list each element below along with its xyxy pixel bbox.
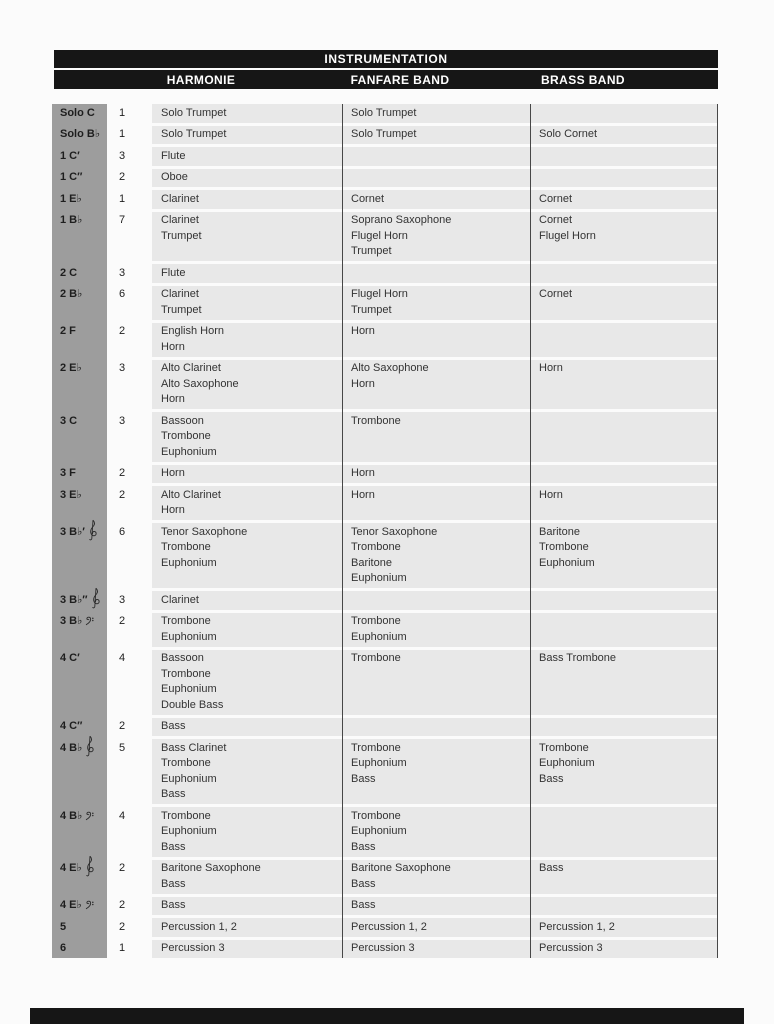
instrument-name: Solo Trumpet [351, 128, 417, 140]
table-row [52, 650, 718, 715]
instrument-name: Bass Trombone [539, 652, 617, 664]
instrument-name: Euphonium [161, 772, 217, 785]
table-row [52, 104, 718, 123]
fanfare-cell [342, 940, 530, 959]
brass-cell [530, 323, 718, 357]
bass-clef-icon [85, 615, 95, 626]
part-label-text: 3 F [60, 467, 76, 479]
part-count: 4 [119, 652, 126, 664]
instrument-name: Double Bass [161, 698, 224, 711]
instrument-name: Trombone [351, 652, 401, 664]
harmonie-cell [152, 613, 342, 647]
instrument-name: Euphonium [351, 825, 407, 837]
instrument-name: Bass [539, 772, 564, 785]
part-count: 2 [119, 899, 126, 911]
fanfare-cell [342, 650, 530, 715]
instrument-name: Trombone [161, 541, 211, 553]
instrument-name: Solo Cornet [539, 128, 598, 140]
part-count: 2 [119, 467, 126, 479]
instrument-name: Clarinet [161, 288, 199, 300]
instrument-name: Cornet [351, 192, 385, 205]
instrument-name: Percussion 1, 2 [539, 920, 615, 933]
column-header-brass-band: BRASS BAND [540, 72, 626, 87]
brass-cell [530, 104, 718, 123]
instrument-name: Oboe [161, 171, 188, 183]
table-row [52, 739, 718, 804]
brass-cell [530, 650, 718, 715]
instrument-name: Clarinet [161, 593, 199, 606]
harmonie-cell [152, 486, 342, 520]
brass-cell [530, 465, 718, 484]
fanfare-cell [342, 486, 530, 520]
part-label [52, 286, 107, 320]
part-label-text: 2 F [60, 325, 76, 337]
part-label [52, 323, 107, 357]
instrument-name: Flugel Horn [539, 229, 596, 242]
instrument-name: Horn [539, 362, 563, 374]
instrument-name: Cornet [539, 288, 573, 300]
instrument-name: Euphonium [161, 630, 217, 643]
part-count: 3 [119, 266, 126, 279]
part-label [52, 860, 107, 894]
part-label [52, 739, 107, 804]
part-count: 1 [119, 192, 126, 205]
harmonie-cell [152, 126, 342, 145]
harmonie-cell [152, 323, 342, 357]
part-label-text: 2 B♭ [60, 288, 83, 300]
instrument-name: Bass [161, 877, 186, 890]
bass-clef-icon [85, 899, 95, 910]
part-label-text: 2 E♭ [60, 362, 82, 374]
instrument-name: Percussion 1, 2 [351, 920, 427, 933]
instrument-name: Trumpet [161, 303, 202, 316]
instrument-name: Bass [539, 862, 564, 874]
instrument-name: Clarinet [161, 192, 199, 205]
fanfare-cell [342, 718, 530, 737]
table-row [52, 613, 718, 647]
instrument-name: Bass [351, 772, 376, 785]
brass-cell [530, 147, 718, 166]
part-label [52, 412, 107, 462]
part-label-text: 3 B♭′ [60, 525, 85, 538]
harmonie-cell [152, 264, 342, 283]
table-row [52, 360, 718, 410]
instrument-name: Clarinet [161, 214, 199, 226]
table-row [52, 264, 718, 283]
instrument-name: Solo Trumpet [161, 106, 227, 119]
instrument-name: Baritone Saxophone [351, 862, 451, 874]
table-row [52, 190, 718, 209]
brass-cell [530, 126, 718, 145]
column-header-bar [54, 70, 718, 89]
part-label-text: 2 C [60, 266, 78, 279]
part-count: 2 [119, 920, 126, 933]
instrument-name: Euphonium [161, 556, 217, 569]
part-label [52, 486, 107, 520]
instrument-name: Euphonium [539, 556, 595, 569]
part-label [52, 591, 107, 610]
fanfare-cell [342, 412, 530, 462]
instrument-name: Bass [351, 840, 376, 853]
part-count: 6 [119, 525, 126, 538]
table-row [52, 718, 718, 737]
fanfare-cell [342, 126, 530, 145]
instrument-name: Cornet [539, 192, 573, 205]
part-count: 1 [119, 942, 126, 954]
part-label [52, 650, 107, 715]
footer-bar [30, 1008, 744, 1024]
part-label [52, 190, 107, 209]
part-label [52, 104, 107, 123]
brass-cell [530, 486, 718, 520]
fanfare-cell [342, 897, 530, 916]
instrument-name: Horn [351, 488, 375, 501]
part-count: 3 [119, 414, 126, 427]
part-label [52, 718, 107, 737]
instrument-name: Flugel Horn [351, 288, 408, 300]
fanfare-cell [342, 169, 530, 188]
instrument-name: Euphonium [539, 757, 595, 769]
part-count: 3 [119, 149, 126, 162]
fanfare-cell [342, 591, 530, 610]
instrument-name: Horn [351, 325, 375, 337]
table-row [52, 465, 718, 484]
harmonie-cell [152, 591, 342, 610]
fanfare-cell [342, 465, 530, 484]
table-row [52, 807, 718, 857]
brass-cell [530, 523, 718, 588]
instrument-name: Trombone [161, 757, 211, 769]
harmonie-cell [152, 465, 342, 484]
part-count: 7 [119, 214, 126, 226]
instrument-name: Trumpet [351, 303, 392, 316]
instrument-name: Euphonium [351, 572, 407, 584]
harmonie-cell [152, 190, 342, 209]
part-label-text: 4 B♭ [60, 741, 83, 754]
harmonie-cell [152, 897, 342, 916]
fanfare-cell [342, 739, 530, 804]
brass-cell [530, 718, 718, 737]
harmonie-cell [152, 412, 342, 462]
instrument-name: Trumpet [351, 245, 392, 257]
instrument-name: Solo Trumpet [351, 106, 417, 119]
instrument-name: Horn [539, 488, 563, 501]
table-rows [52, 104, 718, 958]
part-label-text: 1 C′ [60, 149, 80, 162]
instrument-name: Flugel Horn [351, 229, 408, 242]
column-header-fanfare-band: FANFARE BAND [350, 72, 450, 87]
fanfare-cell [342, 190, 530, 209]
instrument-name: Solo Trumpet [161, 128, 227, 140]
treble-clef-icon [85, 742, 95, 753]
fanfare-cell [342, 147, 530, 166]
instrument-name: Horn [161, 467, 185, 479]
instrument-name: Trombone [161, 430, 211, 442]
instrument-name: Bass [161, 899, 186, 911]
instrument-name: Trombone [539, 741, 589, 754]
harmonie-cell [152, 650, 342, 715]
instrument-name: Trombone [161, 667, 211, 680]
instrument-name: Tenor Saxophone [161, 525, 248, 538]
instrument-name: Bass [351, 877, 376, 890]
part-label [52, 264, 107, 283]
part-count: 6 [119, 288, 126, 300]
fanfare-cell [342, 860, 530, 894]
part-count: 2 [119, 171, 126, 183]
instrument-name: Percussion 3 [351, 942, 415, 954]
part-label [52, 807, 107, 857]
instrument-name: Bassoon [161, 652, 204, 664]
instrument-name: Soprano Saxophone [351, 214, 452, 226]
instrument-name: Bass [351, 899, 376, 911]
harmonie-cell [152, 940, 342, 959]
instrument-name: Euphonium [351, 630, 407, 643]
part-count: 1 [119, 128, 126, 140]
table-row [52, 523, 718, 588]
instrument-name: Horn [161, 393, 185, 405]
table-right-border [717, 104, 718, 958]
part-count: 3 [119, 362, 126, 374]
instrument-name: Cornet [539, 214, 573, 226]
instrument-name: Horn [351, 467, 375, 479]
brass-cell [530, 360, 718, 410]
part-count: 1 [119, 106, 126, 119]
part-count: 2 [119, 720, 126, 732]
part-label-text: 3 E♭ [60, 488, 82, 501]
part-count: 4 [119, 809, 126, 822]
instrument-name: Trumpet [161, 229, 202, 242]
instrumentation-table [52, 104, 718, 958]
brass-cell [530, 613, 718, 647]
part-label-text: 3 B♭″ [60, 593, 88, 606]
part-count: 3 [119, 593, 126, 606]
brass-cell [530, 897, 718, 916]
part-count: 2 [119, 862, 126, 874]
part-count: 2 [119, 615, 126, 627]
instrument-name: Trombone [351, 809, 401, 822]
table-row [52, 212, 718, 262]
part-label [52, 212, 107, 262]
harmonie-cell [152, 523, 342, 588]
fanfare-cell [342, 918, 530, 937]
instrument-name: Horn [161, 504, 185, 516]
part-label [52, 465, 107, 484]
brass-cell [530, 860, 718, 894]
instrument-name: Baritone Saxophone [161, 862, 261, 874]
part-label-text: 4 E♭ [60, 862, 82, 874]
instrument-name: Trombone [351, 541, 401, 553]
instrument-name: Euphonium [161, 445, 217, 458]
instrument-name: Trombone [161, 615, 211, 627]
treble-clef-icon [88, 526, 98, 537]
part-label-text: 6 [60, 942, 67, 954]
part-label [52, 147, 107, 166]
title-bar [54, 50, 718, 68]
part-count: 2 [119, 325, 126, 337]
instrument-name: Alto Clarinet [161, 488, 221, 501]
table-row [52, 323, 718, 357]
fanfare-cell [342, 264, 530, 283]
part-label [52, 918, 107, 937]
part-label-text: 1 E♭ [60, 192, 82, 205]
table-row [52, 918, 718, 937]
harmonie-cell [152, 360, 342, 410]
harmonie-cell [152, 286, 342, 320]
instrument-name: Horn [161, 340, 185, 353]
instrument-name: Flute [161, 149, 186, 162]
brass-cell [530, 412, 718, 462]
instrument-name: Euphonium [161, 683, 217, 695]
instrument-name: Bass [161, 788, 186, 800]
instrument-name: Percussion 1, 2 [161, 920, 237, 933]
table-row [52, 486, 718, 520]
fanfare-cell [342, 807, 530, 857]
instrument-name: Trombone [351, 414, 401, 427]
treble-clef-icon [85, 862, 95, 873]
harmonie-cell [152, 918, 342, 937]
column-divider-fanfare-brass [530, 104, 531, 958]
part-label [52, 940, 107, 959]
instrument-name: Trombone [539, 541, 589, 553]
part-label [52, 523, 107, 588]
fanfare-cell [342, 360, 530, 410]
part-label-text: 4 C′ [60, 652, 80, 664]
instrument-name: Baritone [351, 556, 392, 569]
part-label-text: 4 E♭ [60, 899, 82, 911]
instrument-name: Tenor Saxophone [351, 525, 438, 538]
part-label [52, 126, 107, 145]
treble-clef-icon [91, 594, 101, 605]
part-label-text: 4 C″ [60, 720, 83, 732]
column-divider-harmonie-fanfare [342, 104, 343, 958]
part-label [52, 169, 107, 188]
fanfare-cell [342, 613, 530, 647]
part-count: 2 [119, 488, 126, 501]
part-label [52, 360, 107, 410]
instrument-name: Alto Saxophone [161, 377, 239, 390]
page-title: INSTRUMENTATION [324, 52, 448, 66]
part-label [52, 613, 107, 647]
part-label-text: Solo B♭ [60, 128, 101, 140]
brass-cell [530, 286, 718, 320]
brass-cell [530, 940, 718, 959]
part-label-text: 5 [60, 920, 67, 933]
brass-cell [530, 169, 718, 188]
instrument-name: Bass [161, 840, 186, 853]
brass-cell [530, 739, 718, 804]
table-row [52, 897, 718, 916]
brass-cell [530, 591, 718, 610]
part-label-text: 1 B♭ [60, 214, 83, 226]
table-row [52, 591, 718, 610]
brass-cell [530, 918, 718, 937]
instrument-name: Bass [161, 720, 186, 732]
table-row [52, 126, 718, 145]
part-label-text: 3 C [60, 414, 78, 427]
bass-clef-icon [85, 810, 95, 821]
column-header-harmonie: HARMONIE [166, 72, 236, 87]
harmonie-cell [152, 860, 342, 894]
harmonie-cell [152, 212, 342, 262]
part-label-text: 4 B♭ [60, 809, 83, 822]
instrument-name: Trombone [351, 741, 401, 754]
part-label-text: Solo C [60, 106, 95, 119]
instrument-name: Trombone [161, 809, 211, 822]
part-label-text: 1 C″ [60, 171, 83, 183]
part-label-text: 3 B♭ [60, 615, 83, 627]
fanfare-cell [342, 523, 530, 588]
harmonie-cell [152, 807, 342, 857]
instrument-name: Euphonium [351, 757, 407, 769]
instrument-name: Bass Clarinet [161, 741, 227, 754]
table-row [52, 940, 718, 959]
table-row [52, 412, 718, 462]
brass-cell [530, 190, 718, 209]
instrument-name: Percussion 3 [161, 942, 225, 954]
instrument-name: Baritone [539, 525, 580, 538]
brass-cell [530, 212, 718, 262]
table-row [52, 147, 718, 166]
part-count: 5 [119, 741, 126, 754]
instrument-name: Horn [351, 377, 375, 390]
instrument-name: Flute [161, 266, 186, 279]
instrument-name: Alto Clarinet [161, 362, 221, 374]
fanfare-cell [342, 212, 530, 262]
harmonie-cell [152, 169, 342, 188]
table-row [52, 286, 718, 320]
part-label [52, 897, 107, 916]
harmonie-cell [152, 718, 342, 737]
instrument-name: English Horn [161, 325, 224, 337]
harmonie-cell [152, 147, 342, 166]
instrument-name: Trombone [351, 615, 401, 627]
fanfare-cell [342, 323, 530, 357]
fanfare-cell [342, 104, 530, 123]
fanfare-cell [342, 286, 530, 320]
instrument-name: Bassoon [161, 414, 204, 427]
instrument-name: Percussion 3 [539, 942, 603, 954]
instrument-name: Euphonium [161, 825, 217, 837]
table-row [52, 860, 718, 894]
table-row [52, 169, 718, 188]
harmonie-cell [152, 104, 342, 123]
instrument-name: Alto Saxophone [351, 362, 429, 374]
brass-cell [530, 264, 718, 283]
harmonie-cell [152, 739, 342, 804]
brass-cell [530, 807, 718, 857]
